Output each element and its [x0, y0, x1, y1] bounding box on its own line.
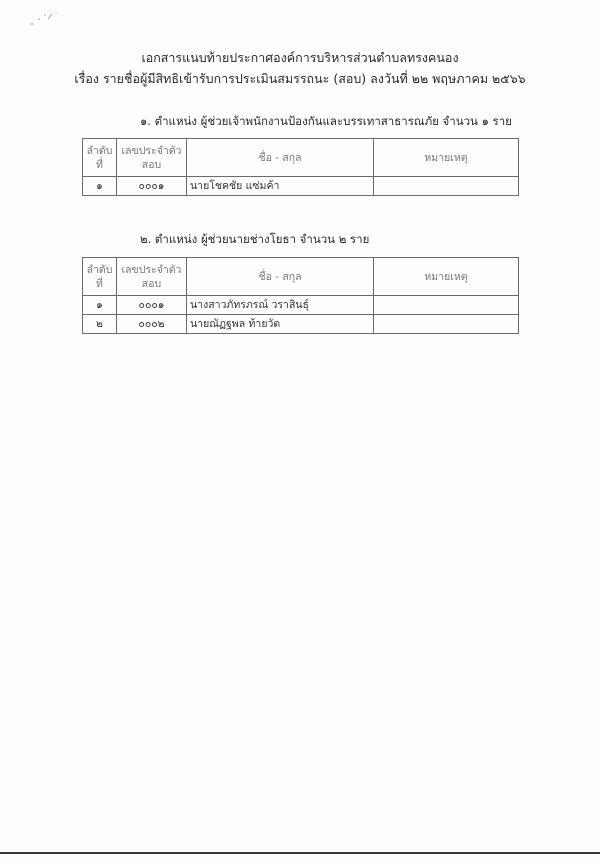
cell-exam-id: ๐๐๐๑ — [117, 177, 187, 196]
cell-order: ๑ — [83, 296, 117, 315]
table-row — [83, 177, 519, 196]
column-header-order-line-1: ลำดับ — [86, 144, 113, 157]
column-header-name: ชื่อ - สกุล — [187, 139, 374, 177]
cell-note — [374, 177, 519, 196]
cell-order: ๑ — [83, 177, 117, 196]
table-row — [83, 296, 519, 315]
table-header-row — [83, 139, 519, 177]
column-header-exam-id — [117, 258, 187, 296]
column-header-exam-id-line-2: สอบ — [141, 277, 162, 290]
document-title-line-2: เรื่อง รายชื่อผู้มีสิทธิเข้ารับการประเมินสมรรถนะ (สอบ) ลงวันที่ ๒๒ พฤษภาคม ๒๕๖๖ — [74, 71, 526, 86]
column-header-exam-id-line-1: เลขประจำตัว — [121, 144, 182, 157]
column-header-order-line-1: ลำดับ — [86, 263, 113, 276]
document-title-line-1: เอกสารแนบท้ายประกาศองค์การบริหารส่วนตำบลทรงคนอง — [141, 50, 459, 65]
cell-order: ๒ — [83, 315, 117, 334]
scan-speck-marks — [26, 10, 62, 32]
column-header-order-line-2: ที่ — [96, 277, 103, 290]
column-header-note: หมายเหตุ — [374, 139, 519, 177]
column-header-order — [83, 139, 117, 177]
column-header-note: หมายเหตุ — [374, 258, 519, 296]
cell-name: นายณัฏฐพล ท้ายวัด — [187, 315, 374, 334]
column-header-exam-id-line-2: สอบ — [141, 158, 162, 171]
column-header-name: ชื่อ - สกุล — [187, 258, 374, 296]
column-header-order-line-2: ที่ — [96, 158, 103, 171]
column-header-order — [83, 258, 117, 296]
section-1-table — [82, 138, 519, 196]
cell-note — [374, 296, 519, 315]
cell-name: นางสาวภัทรภรณ์ วราสินธุ์ — [187, 296, 374, 315]
scan-bottom-edge — [0, 852, 600, 854]
column-header-exam-id — [117, 139, 187, 177]
column-header-exam-id-line-1: เลขประจำตัว — [121, 263, 182, 276]
cell-note — [374, 315, 519, 334]
table-header-row — [83, 258, 519, 296]
cell-exam-id: ๐๐๐๒ — [117, 315, 187, 334]
section-2-table — [82, 257, 519, 334]
cell-exam-id: ๐๐๐๑ — [117, 296, 187, 315]
section-2-title: ๒. ตำแหน่ง ผู้ช่วยนายช่างโยธา จำนวน ๒ ราย — [140, 232, 370, 246]
cell-name: นายโชคชัย แซ่มค้า — [187, 177, 374, 196]
table-row — [83, 315, 519, 334]
section-1-title: ๑. ตำแหน่ง ผู้ช่วยเจ้าพนักงานป้องกันและบรรเทาสาธารณภัย จำนวน ๑ ราย — [140, 114, 512, 128]
